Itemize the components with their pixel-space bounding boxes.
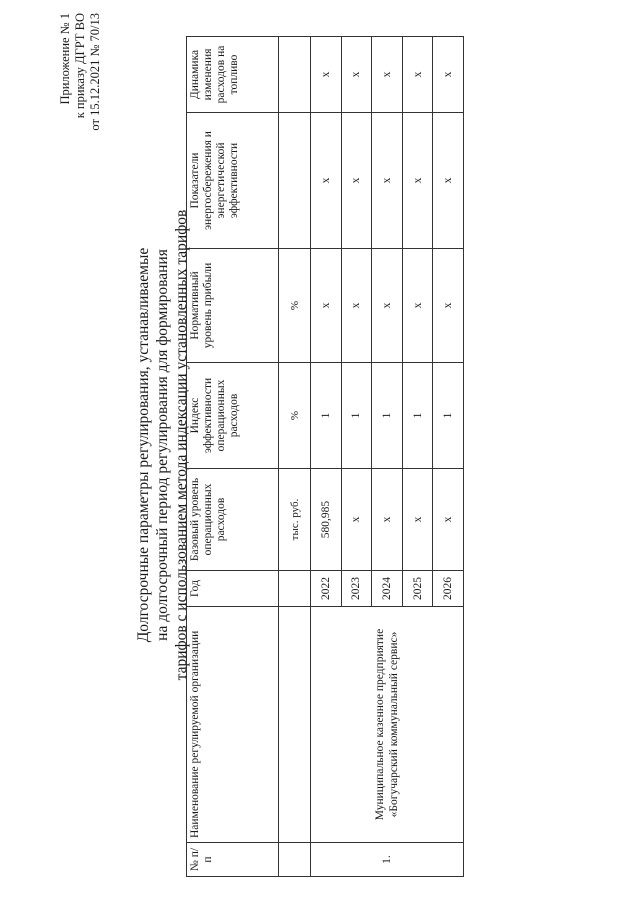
energy-saving-cell: х: [372, 113, 403, 249]
organization-name: Муниципальное казенное предприятие «Богучарский коммунальный сервис»: [311, 607, 464, 843]
base-level-cell: х: [372, 469, 403, 571]
year-cell: 2022: [311, 571, 342, 607]
unit-cell-empty: [279, 113, 311, 249]
parameters-table: [186, 36, 464, 877]
efficiency-index-cell: 1: [341, 363, 372, 469]
base-level-cell: х: [433, 469, 464, 571]
efficiency-index-cell: 1: [372, 363, 403, 469]
unit-cell-empty: [279, 37, 311, 113]
row-number: 1.: [311, 843, 464, 877]
profit-level-cell: х: [341, 249, 372, 363]
unit-efficiency-index: %: [279, 363, 311, 469]
profit-level-cell: х: [311, 249, 342, 363]
header-row: [187, 37, 279, 877]
energy-saving-cell: х: [433, 113, 464, 249]
profit-level-cell: х: [372, 249, 403, 363]
base-level-cell: х: [402, 469, 433, 571]
base-level-cell: х: [341, 469, 372, 571]
approval-stamp: [58, 13, 103, 153]
base-level-cell: 580,985: [311, 469, 342, 571]
energy-saving-cell: х: [402, 113, 433, 249]
year-cell: 2025: [402, 571, 433, 607]
unit-profit-level: %: [279, 249, 311, 363]
header-base-level: Базовый уровень операционных расходов: [187, 469, 279, 571]
approval-line: к приказу ДГРТ ВО: [73, 13, 87, 119]
efficiency-index-cell: 1: [433, 363, 464, 469]
unit-cell-empty: [279, 607, 311, 843]
title-line: на долгосрочный период регулирования для формирования: [154, 249, 171, 641]
fuel-dynamics-cell: х: [402, 37, 433, 113]
header-energy-saving: Показатели энергосбережения и энергетической эффективности: [187, 113, 279, 249]
year-cell: 2026: [433, 571, 464, 607]
unit-cell-empty: [279, 571, 311, 607]
header-organization: Наименование регулируемой организации: [187, 607, 279, 843]
unit-cell-empty: [279, 843, 311, 877]
unit-base-level: тыс. руб.: [279, 469, 311, 571]
title-line: Долгосрочные параметры регулирования, устанавливаемые: [135, 247, 152, 643]
fuel-dynamics-cell: х: [311, 37, 342, 113]
table-row: [311, 37, 342, 877]
header-num: № п/п: [187, 843, 279, 877]
title-line: тарифов с использованием метода индексации установленных тарифов: [173, 209, 190, 681]
energy-saving-cell: х: [341, 113, 372, 249]
document-title: [134, 145, 191, 745]
units-row: [279, 37, 311, 877]
profit-level-cell: х: [433, 249, 464, 363]
approval-line: Приложение № 1: [58, 13, 72, 105]
profit-level-cell: х: [402, 249, 433, 363]
efficiency-index-cell: 1: [402, 363, 433, 469]
header-fuel-dynamics: Динамика изменения расходов на топливо: [187, 37, 279, 113]
year-cell: 2024: [372, 571, 403, 607]
energy-saving-cell: х: [311, 113, 342, 249]
approval-line: от 15.12.2021 № 70/13: [88, 13, 102, 131]
header-profit-level: Нормативный уровень прибыли: [187, 249, 279, 363]
header-year: Год: [187, 571, 279, 607]
header-efficiency-index: Индекс эффективности операционных расходов: [187, 363, 279, 469]
efficiency-index-cell: 1: [311, 363, 342, 469]
year-cell: 2023: [341, 571, 372, 607]
fuel-dynamics-cell: х: [433, 37, 464, 113]
fuel-dynamics-cell: х: [372, 37, 403, 113]
fuel-dynamics-cell: х: [341, 37, 372, 113]
